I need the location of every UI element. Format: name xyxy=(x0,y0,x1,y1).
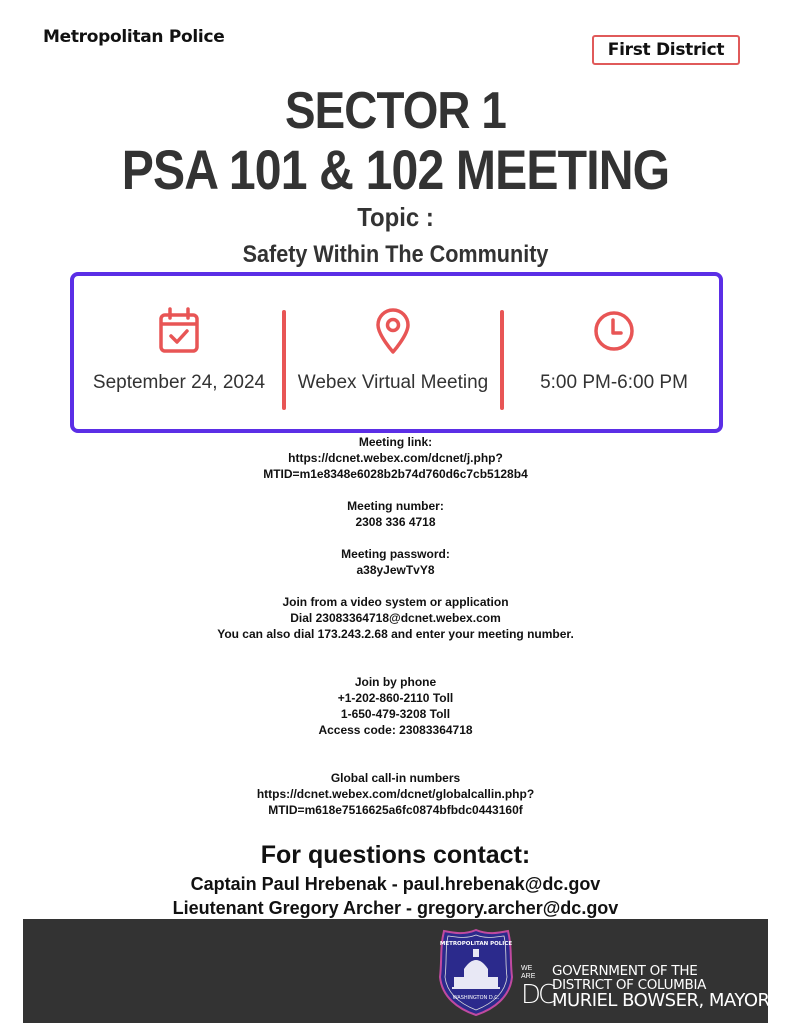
calendar-check-icon xyxy=(158,306,200,356)
police-badge-icon xyxy=(438,927,514,1017)
contact-title: For questions contact: xyxy=(260,841,531,869)
meeting-details xyxy=(0,434,791,818)
title-meeting: PSA 101 & 102 MEETING xyxy=(121,138,670,201)
phone-join-label: Join by phone xyxy=(354,675,437,689)
video-alt-dial: You can also dial 173.243.2.68 and enter your meeting number. xyxy=(217,627,574,641)
divider xyxy=(282,310,286,410)
location-pin-icon xyxy=(373,306,413,356)
meeting-link-line2[interactable]: MTID=m1e8348e6028b2b74d760d6c7cb5128b4 xyxy=(263,467,528,481)
title-sector: SECTOR 1 xyxy=(285,82,506,140)
footer-band xyxy=(23,919,768,1023)
contact-captain: Captain Paul Hrebenak - paul.hrebenak@dc.gov xyxy=(190,874,601,894)
gov-line-1: GOVERNMENT OF THE xyxy=(552,963,698,979)
district-badge: First District xyxy=(592,35,740,65)
meeting-password: a38yJewTvY8 xyxy=(356,563,435,577)
badge-bottom-text: WASHINGTON D.C. xyxy=(452,995,500,1001)
we-are-label: WE ARE xyxy=(521,965,536,980)
topic-label: Topic : xyxy=(357,202,434,232)
contact-lieutenant: Lieutenant Gregory Archer - gregory.archer@dc.gov xyxy=(172,898,619,918)
gov-line-2: DISTRICT OF COLUMBIA xyxy=(552,977,707,993)
meeting-password-label: Meeting password: xyxy=(341,547,450,561)
meeting-date: September 24, 2024 xyxy=(92,372,266,393)
meeting-time: 5:00 PM-6:00 PM xyxy=(540,372,688,393)
meeting-number: 2308 336 4718 xyxy=(355,515,436,529)
video-join-label: Join from a video system or application xyxy=(282,595,509,609)
organization-name: Metropolitan Police xyxy=(43,27,225,47)
global-callin-link-line2[interactable]: MTID=m618e7516625a6fc0874bfbdc0443160f xyxy=(268,803,523,817)
phone-number-1: +1-202-860-2110 Toll xyxy=(337,691,454,705)
info-time xyxy=(504,276,724,429)
gov-line-3: MURIEL BOWSER, MAYOR xyxy=(552,990,770,1011)
access-code: Access code: 23083364718 xyxy=(318,723,473,737)
dc-mark: DC xyxy=(521,980,554,1010)
info-date xyxy=(74,276,284,429)
topic-value: Safety Within The Community xyxy=(242,241,549,268)
meeting-link-label: Meeting link: xyxy=(358,435,433,449)
meeting-link-line1[interactable]: https://dcnet.webex.com/dcnet/j.php? xyxy=(288,451,503,465)
badge-top-text: METROPOLITAN POLICE xyxy=(439,941,513,947)
video-dial: Dial 23083364718@dcnet.webex.com xyxy=(290,611,501,625)
global-callin-link-line1[interactable]: https://dcnet.webex.com/dcnet/globalcallin.php? xyxy=(256,787,535,801)
clock-icon xyxy=(592,306,636,356)
meeting-info-box xyxy=(70,272,723,433)
info-location xyxy=(288,276,498,429)
phone-number-2: 1-650-479-3208 Toll xyxy=(340,707,451,721)
meeting-number-label: Meeting number: xyxy=(347,499,444,513)
meeting-location: Webex Virtual Meeting xyxy=(297,372,489,393)
global-callin-label: Global call-in numbers xyxy=(330,771,461,785)
